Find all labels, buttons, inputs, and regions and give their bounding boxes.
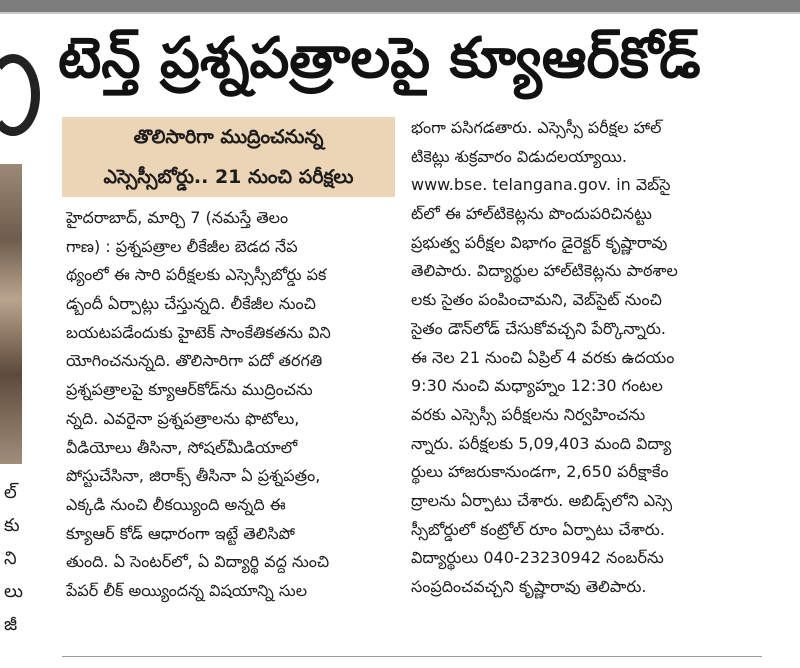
strip-line: జీ — [4, 614, 18, 635]
bottom-rule — [62, 656, 762, 657]
body-line: థ్యంలో ఈ సారి పరీక్షలకు ఎస్సెస్సీబోర్డు పక — [66, 265, 327, 285]
body-line: న్నారు. పరీక్షలకు 5,09,403 మంది విద్యా — [411, 433, 672, 453]
body-line: న్నది. ఎవరైనా ప్రశ్నపత్రాలను ఫొటోలు, — [66, 408, 300, 428]
body-line: టికెట్లు శుక్రవారం విడుదలయ్యాయి. — [411, 146, 627, 166]
body-line: డ్బందీ ఏర్పాట్లు చేస్తున్నది. లీకేజీల నుంచి — [66, 294, 316, 314]
body-line: ప్రభుత్వ పరీక్షల విభాగం డైరెక్టర్ కృష్ణారావు — [411, 232, 668, 252]
strip-line: ల్ — [4, 482, 17, 503]
strip-line: లు — [4, 581, 23, 602]
subheadline-box — [62, 117, 395, 197]
article-column-right — [411, 114, 765, 602]
body-line: ప్రశ్నపత్రాలపై క్యూఆర్‌కోడ్‌ను ముద్రించను — [66, 380, 313, 400]
body-line: ఈ నెల 21 నుంచి ఏప్రిల్ 4 వరకు ఉదయం — [411, 347, 675, 367]
article-column-left — [66, 204, 396, 606]
body-line: వీడియోలు తీసినా, సోషల్‌మీడియాలో — [66, 437, 298, 457]
adjacent-headline-fragment — [0, 54, 40, 136]
body-line: లకు సైతం పంపించామని, వెబ్‌సైట్ నుంచి — [411, 290, 662, 310]
body-line: www.bse. telangana.gov. in వెబ్‌సై — [411, 175, 671, 195]
subheadline-line: ఎస్సెస్సీబోర్డు.. 21 నుంచి పరీక్షలు — [103, 166, 354, 188]
body-line: యోగించనున్నది. తొలిసారిగా పదో తరగతి — [66, 351, 323, 371]
top-rule-shadow — [0, 12, 800, 14]
body-line: హైదరాబాద్, మార్చి 7 (నమస్తే తెలం — [66, 208, 289, 227]
body-line: సైతం డౌన్‌లోడ్ చేసుకోవచ్చని పేర్కొన్నారు. — [411, 318, 667, 338]
headline: టెన్త్ ప్రశ్నపత్రాలపై క్యూఆర్‌కోడ్ — [58, 26, 701, 91]
body-line: గాణ) : ప్రశ్నపత్రాల లీకేజీల బెడద నేప — [66, 236, 298, 256]
subheadline-line: తొలిసారిగా ముద్రించనున్న — [133, 126, 324, 148]
adjacent-article-strip — [0, 14, 44, 668]
body-line: ట్‌లో ఈ హాల్‌టికెట్లను పొందుపరిచినట్టు — [411, 204, 652, 224]
body-line: తుంది. ఏ సెంటర్‌లో, ఏ విద్యార్థి వద్ద నుంచి — [66, 552, 330, 572]
adjacent-photo-fragment — [0, 164, 22, 464]
body-line: ర్థులు హాజరుకానుండగా, 2,650 పరీక్షాకేం — [411, 462, 669, 482]
body-line: భంగా పసిగడతారు. ఎస్సెస్సీ పరీక్షల హాల్ — [411, 118, 662, 137]
body-line: సంప్రదించవచ్చని కృష్ణారావు తెలిపారు. — [411, 577, 647, 596]
body-line: ద్రాలను ఏర్పాటు చేశారు. అబిడ్స్‌లోని ఎస్సె — [411, 490, 673, 510]
body-line: పేపర్ లీక్ అయ్యిందన్న విషయాన్ని సుల — [66, 580, 308, 600]
body-line: తెలిపారు. విద్యార్థుల హాల్‌టికెట్లను పాఠశాల — [411, 261, 678, 281]
strip-line: కు — [4, 515, 20, 536]
body-line: స్సీబోర్డులో కంట్రోల్ రూం ఏర్పాటు చేశారు. — [411, 519, 665, 539]
body-line: బయటపడేందుకు హైటెక్ సాంకేతికతను విని — [66, 322, 331, 342]
strip-line: ని — [4, 548, 17, 569]
top-rule — [0, 0, 800, 12]
body-line: వరకు ఎస్సెస్సీ పరీక్షలను నిర్వహించను — [411, 404, 646, 424]
body-line: 9:30 నుంచి మధ్యాహ్నం 12:30 గంటల — [411, 376, 663, 396]
adjacent-text-fragment — [4, 476, 44, 641]
body-line: ఎక్కడి నుంచి లీకయ్యింది అన్నది ఈ — [66, 494, 286, 514]
body-line: విద్యార్థులు 040-23230942 నంబర్‌ను — [411, 548, 664, 568]
body-line: పోస్టుచేసినా, జిరాక్స్ తీసినా ఏ ప్రశ్నపత్రం, — [66, 466, 321, 486]
body-line: క్యూఆర్ కోడ్ ఆధారంగా ఇట్టే తెలిసిపో — [66, 523, 295, 543]
